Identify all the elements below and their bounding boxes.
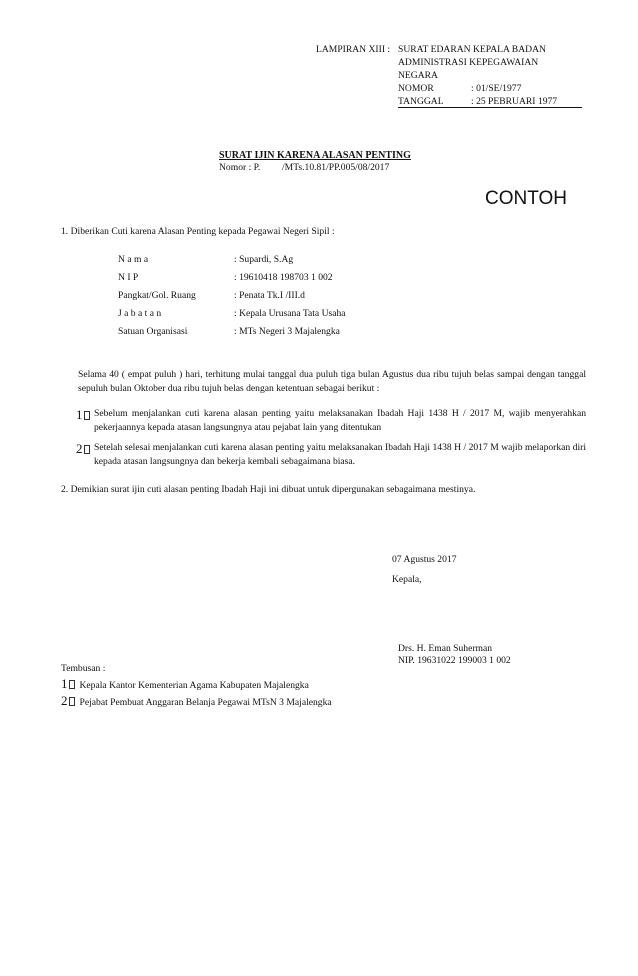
lampiran-tanggal-value: : 25 PEBRUARI 1977	[471, 96, 558, 107]
checkbox-glyph-icon	[84, 411, 90, 420]
tembusan-text-2: Pejabat Pembuat Anggaran Belanja Pegawai MTsN 3 Majalengka	[79, 697, 332, 708]
field-value-nama: : Supardi, S.Ag	[234, 254, 294, 265]
condition-marker-1	[76, 408, 95, 423]
field-label-jabatan: J a b a t a n	[118, 308, 162, 319]
tembusan-label: Tembusan :	[61, 663, 106, 674]
lampiran-line-2: ADMINISTRASI KEPEGAWAIAN	[398, 57, 539, 68]
field-label-pangkat: Pangkat/Gol. Ruang	[118, 290, 196, 301]
tembusan-text-1: Kepala Kantor Kementerian Agama Kabupaten Majalengka	[79, 680, 309, 691]
field-label-satuan: Satuan Organisasi	[118, 326, 188, 337]
field-value-jabatan: : Kepala Urusana Tata Usaha	[234, 308, 346, 319]
field-value-satuan: : MTs Negeri 3 Majalengka	[234, 326, 340, 337]
lampiran-label: LAMPIRAN XIII :	[316, 44, 391, 55]
signature-name: Drs. H. Eman Suherman	[398, 643, 493, 654]
field-label-nama: N a m a	[118, 254, 149, 265]
condition-number-1: 1	[76, 407, 83, 422]
checkbox-glyph-icon	[69, 697, 75, 706]
condition-number-2: 2	[76, 441, 83, 456]
signature-nip: NIP. 19631022 199003 1 002	[398, 655, 511, 666]
section-1-intro: 1. Diberikan Cuti karena Alasan Penting kepada Pegawai Negeri Sipil :	[61, 226, 335, 237]
checkbox-glyph-icon	[69, 680, 75, 689]
tembusan-number-2: 2	[61, 693, 68, 708]
tembusan-item-1	[61, 677, 309, 692]
field-value-pangkat: : Penata Tk.I /III.d	[234, 290, 305, 301]
letter-title: SURAT IJIN KARENA ALASAN PENTING	[219, 150, 411, 161]
signature-position: Kepala,	[392, 574, 422, 585]
lampiran-line-1: SURAT EDARAN KEPALA BADAN	[398, 44, 546, 55]
lampiran-line-3: NEGARA	[398, 70, 438, 81]
tembusan-item-2	[61, 694, 332, 709]
letter-number-value: /MTs.10.81/PP.005/08/2017	[282, 162, 390, 173]
tembusan-number-1: 1	[61, 676, 68, 691]
lampiran-underline	[398, 107, 582, 108]
condition-marker-2	[76, 442, 95, 457]
leave-period-paragraph: Selama 40 ( empat puluh ) hari, terhitung mulai tanggal dua puluh tiga bulan Agustus dua ribu tujuh belas sampai dengan tanggal sepuluh bulan Oktober dua ribu tujuh belas dengan ketentuan sebagai berikut :	[78, 369, 586, 395]
condition-text-2: Setelah selesai menjalankan cuti karena alasan penting yaitu melaksanakan Ibadah Haji 1438 H / 2017 M wajib melaporkan diri kepada atasan langsungnya dan bekerja kembali sebagaimana biasa.	[94, 442, 586, 468]
lampiran-nomor-label: NOMOR	[398, 83, 434, 94]
condition-text-1: Sebelum menjalankan cuti karena alasan penting yaitu melaksanakan Ibadah Haji 1438 H / 2017 M, wajib menyerahkan pekerjaannya kepada atasan langsungnya atau pejabat lain yang ditentukan	[94, 408, 586, 434]
lampiran-nomor-value: : 01/SE/1977	[471, 83, 522, 94]
contoh-watermark: CONTOH	[485, 188, 567, 209]
field-value-nip: : 19610418 198703 1 002	[234, 272, 333, 283]
section-2-text: 2. Demikian surat ijin cuti alasan penting Ibadah Haji ini dibuat untuk dipergunakan sebagaimana mestinya.	[61, 484, 476, 495]
letter-number-prefix: Nomor : P.	[219, 162, 261, 173]
lampiran-tanggal-label: TANGGAL	[398, 96, 444, 107]
checkbox-glyph-icon	[84, 445, 90, 454]
signature-date: 07 Agustus 2017	[392, 554, 457, 565]
field-label-nip: N I P	[118, 272, 139, 283]
